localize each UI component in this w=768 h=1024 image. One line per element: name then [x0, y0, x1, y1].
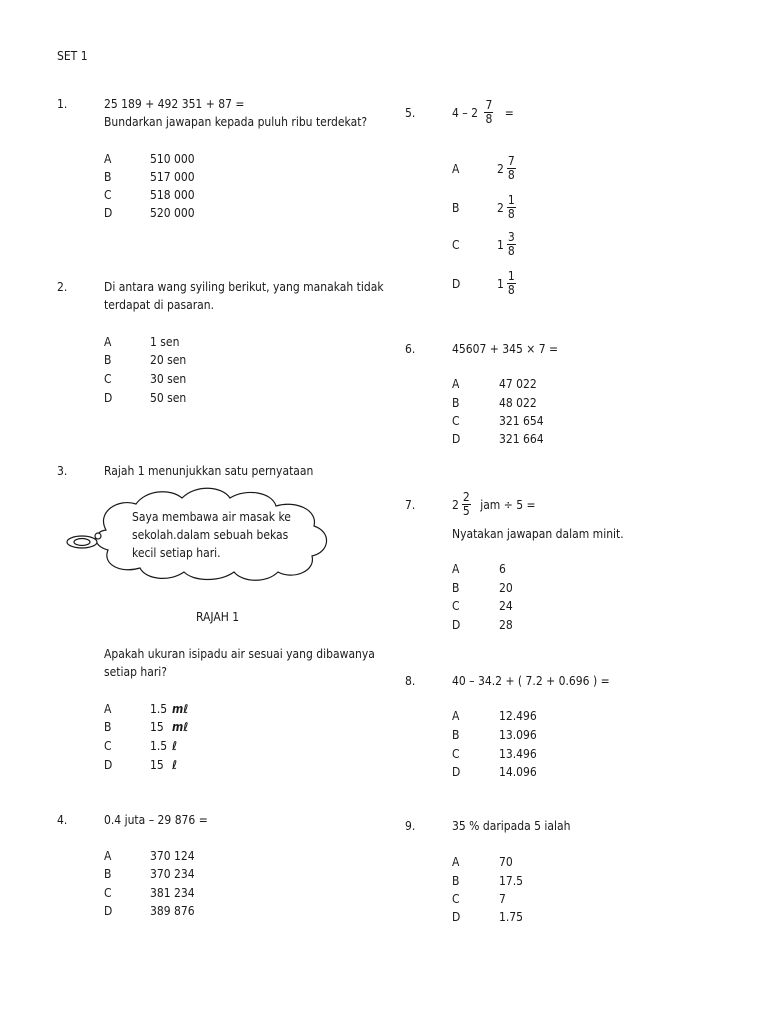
- option-unit: ℓ: [172, 739, 178, 753]
- option-letter: C: [104, 372, 112, 386]
- option-value: 28: [499, 618, 513, 632]
- question-7-expression: [452, 487, 537, 522]
- option-value: 13.096: [499, 728, 537, 742]
- option-value: 13.496: [499, 747, 537, 761]
- option-unit: mℓ: [172, 720, 189, 734]
- option-value: 381 234: [150, 886, 195, 900]
- option-letter: A: [104, 152, 112, 166]
- question-7-number: 7.: [405, 498, 416, 512]
- mixed-whole: 1: [497, 237, 504, 252]
- option-letter: C: [104, 886, 112, 900]
- question-3-text-line1: Rajah 1 menunjukkan satu pernyataan: [104, 464, 314, 478]
- option-value: 321 664: [499, 432, 544, 446]
- option-value: 20: [499, 581, 513, 595]
- option-value: 1 sen: [150, 335, 180, 349]
- mixed-whole: 2: [452, 497, 459, 512]
- option-letter: A: [452, 162, 460, 176]
- question-1-instruction: Bundarkan jawapan kepada puluh ribu terdekat?: [104, 115, 368, 129]
- option-letter: A: [104, 702, 112, 716]
- option-letter: B: [452, 581, 460, 595]
- option-letter: A: [452, 377, 460, 391]
- fraction: [507, 270, 516, 297]
- fraction-numerator: 3: [507, 230, 515, 244]
- cloud-speech-text: Saya membawa air masak ke sekolah.dalam sebuah bekas kecil setiap hari.: [132, 510, 291, 560]
- question-2-text-line2: terdapat di pasaran.: [104, 298, 215, 312]
- question-7-instruction: Nyatakan jawapan dalam minit.: [452, 527, 624, 541]
- option-value: 1.75: [499, 910, 524, 924]
- option-letter: B: [104, 353, 112, 367]
- option-value: 1.5: [150, 739, 168, 753]
- option-letter: D: [104, 904, 113, 918]
- option-value: 14.096: [499, 765, 537, 779]
- option-letter: B: [452, 396, 460, 410]
- question-2-text-line1: Di antara wang syiling berikut, yang manakah tidak: [104, 280, 384, 294]
- option-letter: D: [104, 758, 113, 772]
- fraction-denominator: 8: [507, 168, 515, 182]
- option-letter: A: [452, 562, 460, 576]
- expression-suffix: jam ÷ 5 =: [480, 497, 536, 512]
- option-unit: ℓ: [172, 758, 178, 772]
- option-letter: B: [452, 874, 460, 888]
- fraction-denominator: 8: [507, 207, 515, 221]
- question-6-number: 6.: [405, 342, 416, 356]
- option-letter: D: [452, 765, 461, 779]
- option-mixed-number: [497, 266, 518, 301]
- option-unit: mℓ: [172, 702, 189, 716]
- mixed-whole: 1: [497, 276, 504, 291]
- set-title: SET 1: [57, 49, 88, 63]
- question-8-number: 8.: [405, 674, 416, 688]
- option-mixed-number: [497, 227, 518, 262]
- option-mixed-number: [497, 190, 518, 225]
- option-letter: B: [452, 201, 460, 215]
- question-8-expression: 40 – 34.2 + ( 7.2 + 0.696 ) =: [452, 674, 610, 688]
- option-value: 24: [499, 599, 513, 613]
- question-3-number: 3.: [57, 464, 68, 478]
- option-letter: C: [452, 414, 460, 428]
- option-letter: C: [452, 747, 460, 761]
- option-value: 7: [499, 892, 506, 906]
- fraction-denominator: 8: [507, 244, 515, 258]
- option-value: 370 234: [150, 867, 195, 881]
- option-value: 15: [150, 720, 164, 734]
- fraction-denominator: 8: [485, 112, 493, 126]
- question-1-number: 1.: [57, 97, 68, 111]
- question-3-text-line3: setiap hari?: [104, 665, 168, 679]
- option-letter: D: [452, 432, 461, 446]
- fraction-numerator: 7: [507, 154, 515, 168]
- option-value: 1.5: [150, 702, 168, 716]
- option-letter: D: [452, 910, 461, 924]
- option-value: 389 876: [150, 904, 195, 918]
- option-letter: D: [104, 391, 113, 405]
- question-5-expression: [452, 95, 515, 130]
- option-letter: A: [104, 849, 112, 863]
- fraction: [507, 155, 516, 182]
- option-value: 47 022: [499, 377, 537, 391]
- fraction: [507, 231, 516, 258]
- option-letter: D: [452, 618, 461, 632]
- fraction-numerator: 1: [507, 193, 515, 207]
- figure-label: RAJAH 1: [196, 610, 240, 624]
- question-9-expression: 35 % daripada 5 ialah: [452, 819, 571, 833]
- option-letter: C: [452, 892, 460, 906]
- option-letter: C: [452, 599, 460, 613]
- fraction-numerator: 7: [485, 98, 493, 112]
- question-4-number: 4.: [57, 813, 68, 827]
- option-value: 517 000: [150, 170, 195, 184]
- option-letter: B: [104, 720, 112, 734]
- option-letter: B: [452, 728, 460, 742]
- fraction-denominator: 8: [507, 283, 515, 297]
- question-5-number: 5.: [405, 106, 416, 120]
- option-value: 370 124: [150, 849, 195, 863]
- option-letter: C: [104, 739, 112, 753]
- option-value: 70: [499, 855, 513, 869]
- option-value: 15: [150, 758, 164, 772]
- option-letter: D: [452, 277, 461, 291]
- option-letter: C: [452, 238, 460, 252]
- question-4-expression: 0.4 juta – 29 876 =: [104, 813, 208, 827]
- option-letter: A: [452, 855, 460, 869]
- expression-prefix: 4 – 2: [452, 105, 478, 120]
- option-letter: B: [104, 170, 112, 184]
- option-value: 17.5: [499, 874, 524, 888]
- option-value: 12.496: [499, 709, 537, 723]
- fraction: [507, 194, 516, 221]
- option-value: 50 sen: [150, 391, 187, 405]
- option-value: 510 000: [150, 152, 195, 166]
- option-value: 520 000: [150, 206, 195, 220]
- option-value: 48 022: [499, 396, 537, 410]
- question-6-expression: 45607 + 345 × 7 =: [452, 342, 559, 356]
- option-value: 30 sen: [150, 372, 187, 386]
- option-mixed-number: [497, 151, 518, 186]
- question-3-text-line2: Apakah ukuran isipadu air sesuai yang dibawanya: [104, 647, 375, 661]
- option-letter: D: [104, 206, 113, 220]
- option-value: 518 000: [150, 188, 195, 202]
- question-9-number: 9.: [405, 819, 416, 833]
- question-1-expression: 25 189 + 492 351 + 87 =: [104, 97, 245, 111]
- option-letter: A: [452, 709, 460, 723]
- option-value: 321 654: [499, 414, 544, 428]
- fraction-numerator: 2: [462, 490, 470, 504]
- option-letter: C: [104, 188, 112, 202]
- option-value: 6: [499, 562, 506, 576]
- question-2-number: 2.: [57, 280, 68, 294]
- fraction-numerator: 1: [507, 269, 515, 283]
- fraction: [484, 99, 493, 126]
- mixed-whole: 2: [497, 161, 504, 176]
- fraction-denominator: 5: [462, 504, 470, 518]
- mixed-whole: 2: [497, 200, 504, 215]
- option-value: 20 sen: [150, 353, 187, 367]
- fraction: [462, 491, 471, 518]
- option-letter: A: [104, 335, 112, 349]
- expression-suffix: =: [504, 105, 514, 120]
- option-letter: B: [104, 867, 112, 881]
